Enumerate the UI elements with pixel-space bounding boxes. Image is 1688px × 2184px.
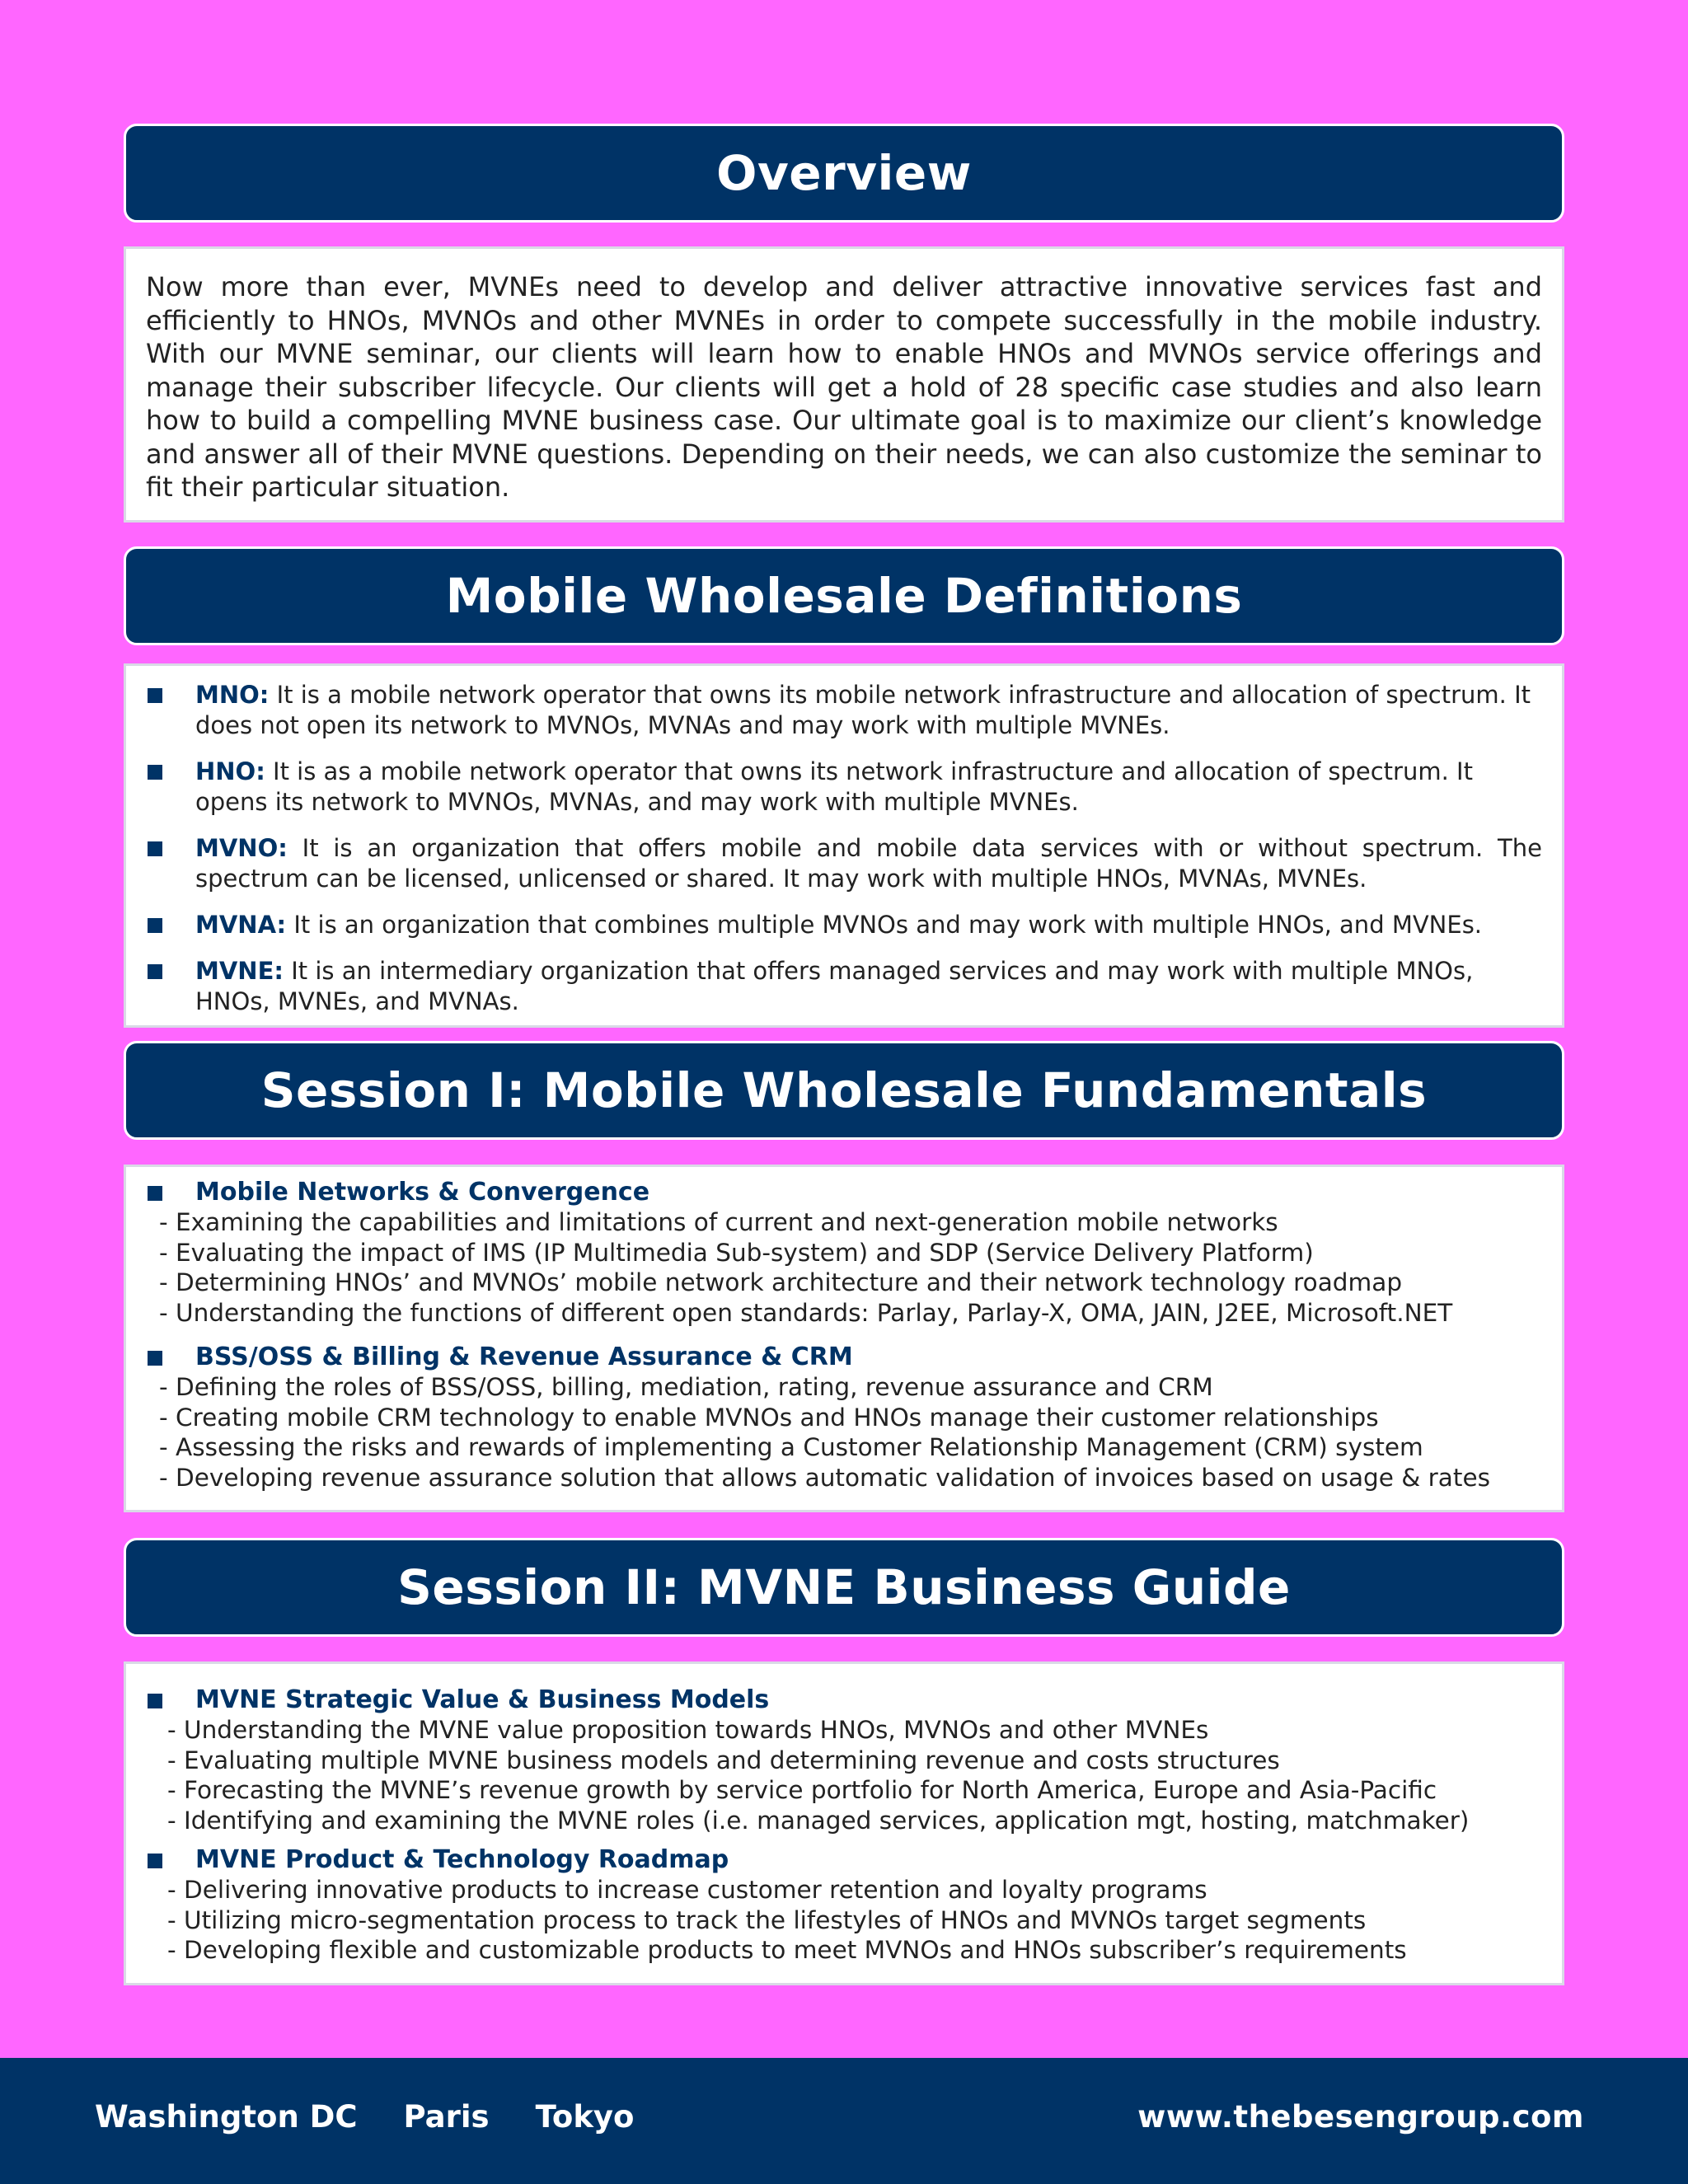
sub-item: - Assessing the risks and rewards of implementing a Customer Relationship Management (CRM) system <box>159 1433 1423 1461</box>
session1-header <box>124 1041 1564 1140</box>
square-bullet-icon <box>148 1854 162 1868</box>
sub-item: - Creating mobile CRM technology to enable MVNOs and HNOs manage their customer relationships <box>159 1403 1379 1432</box>
topic-sub-list <box>167 1715 1545 1835</box>
square-bullet-icon <box>148 1351 162 1366</box>
footer-cities <box>95 2099 680 2135</box>
definition-item <box>126 680 1562 741</box>
topic-title: BSS/OSS & Billing & Revenue Assurance & CRM <box>195 1343 853 1371</box>
definitions-title: Mobile Wholesale Definitions <box>445 568 1243 624</box>
overview-title: Overview <box>716 145 972 201</box>
square-bullet-icon <box>148 765 162 780</box>
topic-item <box>126 1178 1562 1328</box>
footer-website-link[interactable]: www.thebesengroup.com <box>1137 2099 1584 2135</box>
sub-item: - Delivering innovative products to increase customer retention and loyalty programs <box>167 1876 1207 1904</box>
definition-text: It is an organization that offers mobile and mobile data services with or without spectrum. The spectrum can be licensed, unlicensed or shared. It may work with multiple HNOs, MVNAs, MVNEs. <box>195 834 1542 893</box>
definition-text: It is a mobile network operator that owns its mobile network infrastructure and allocation of spectrum. It does not open its network to MVNOs, MVNAs and may work with multiple MVNEs. <box>195 681 1531 739</box>
session1-topics <box>126 1178 1562 1493</box>
topic-title: Mobile Networks & Convergence <box>195 1178 650 1207</box>
definition-term: MNO: <box>195 681 270 709</box>
topic-item <box>126 1845 1562 1966</box>
topic-title: MVNE Strategic Value & Business Models <box>195 1685 770 1714</box>
session2-header <box>124 1538 1564 1637</box>
definition-item <box>126 910 1562 940</box>
sub-item: - Determining HNOs’ and MVNOs’ mobile network architecture and their network technology roadmap <box>159 1268 1403 1296</box>
session2-topics <box>126 1685 1562 1966</box>
footer <box>0 2058 1688 2184</box>
sub-item: - Defining the roles of BSS/OSS, billing, mediation, rating, revenue assurance and CRM <box>159 1373 1213 1401</box>
square-bullet-icon <box>148 841 162 856</box>
square-bullet-icon <box>148 918 162 933</box>
definition-term: MVNE: <box>195 957 284 985</box>
definition-term: MVNO: <box>195 834 288 862</box>
sub-item: - Examining the capabilities and limitations of current and next-generation mobile networks <box>159 1208 1278 1236</box>
overview-text: Now more than ever, MVNEs need to develop and deliver attractive innovative services fast and efficiently to HNOs, MVNOs and other MVNEs in order to compete successfully in the mobile industry. With our MVNE seminar, our clients will learn how to enable HNOs and MVNOs service offerings and manage their subscriber lifecycle. Our clients will get a hold of 28 specific case studies and also learn how to build a compelling MVNE business case. Our ultimate goal is to maximize our client’s knowledge and answer all of their MVNE questions. Depending on their needs, we can also customize the seminar to fit their particular situation. <box>146 271 1542 503</box>
sub-item: - Evaluating the impact of IMS (IP Multimedia Sub-system) and SDP (Service Delivery Platform) <box>159 1238 1314 1267</box>
topic-sub-list <box>167 1875 1545 1966</box>
footer-city-tokyo: Tokyo <box>535 2099 635 2135</box>
definition-text: It is an organization that combines multiple MVNOs and may work with multiple HNOs, and MVNEs. <box>286 911 1483 939</box>
topic-item <box>126 1343 1562 1493</box>
sub-item: - Understanding the MVNE value proposition towards HNOs, MVNOs and other MVNEs <box>167 1716 1209 1744</box>
sub-item: - Utilizing micro-segmentation process to track the lifestyles of HNOs and MVNOs target segments <box>167 1905 1367 1934</box>
footer-city-paris: Paris <box>403 2099 490 2135</box>
topic-sub-list <box>159 1207 1545 1328</box>
sub-item: - Developing revenue assurance solution that allows automatic validation of invoices based on usage & rates <box>159 1463 1490 1492</box>
sub-item: - Evaluating multiple MVNE business models and determining revenue and costs structures <box>167 1746 1280 1774</box>
definition-item <box>126 833 1562 894</box>
footer-city-washington: Washington DC <box>95 2099 358 2135</box>
definition-text: It is as a mobile network operator that owns its network infrastructure and allocation of spectrum. It opens its network to MVNOs, MVNAs, and may work with multiple MVNEs. <box>195 757 1473 816</box>
overview-header <box>124 124 1564 223</box>
session2-box <box>124 1661 1564 1985</box>
square-bullet-icon <box>148 1186 162 1201</box>
overview-box <box>124 246 1564 523</box>
definitions-header <box>124 546 1564 645</box>
session2-title: Session II: MVNE Business Guide <box>397 1559 1291 1615</box>
sub-item: - Understanding the functions of different open standards: Parlay, Parlay-X, OMA, JAIN, J2EE, Microsoft.NET <box>159 1298 1453 1327</box>
session1-title: Session I: Mobile Wholesale Fundamentals <box>260 1062 1428 1118</box>
topic-item <box>126 1685 1562 1835</box>
definition-term: HNO: <box>195 757 265 785</box>
definition-text: It is an intermediary organization that offers managed services and may work with multiple MNOs, HNOs, MVNEs, and MVNAs. <box>195 957 1474 1015</box>
topic-title: MVNE Product & Technology Roadmap <box>195 1845 729 1874</box>
definition-item <box>126 956 1562 1017</box>
sub-item: - Forecasting the MVNE’s revenue growth by service portfolio for North America, Europe and Asia-Pacific <box>167 1776 1437 1804</box>
square-bullet-icon <box>148 688 162 703</box>
definitions-list <box>126 680 1562 1017</box>
definition-term: MVNA: <box>195 911 287 939</box>
square-bullet-icon <box>148 964 162 979</box>
session1-box <box>124 1165 1564 1512</box>
definitions-box <box>124 663 1564 1028</box>
definition-item <box>126 757 1562 818</box>
square-bullet-icon <box>148 1694 162 1708</box>
topic-sub-list <box>159 1372 1545 1493</box>
sub-item: - Developing flexible and customizable products to meet MVNOs and HNOs subscriber’s requirements <box>167 1936 1407 1964</box>
sub-item: - Identifying and examining the MVNE roles (i.e. managed services, application mgt, hosting, matchmaker) <box>167 1806 1470 1835</box>
